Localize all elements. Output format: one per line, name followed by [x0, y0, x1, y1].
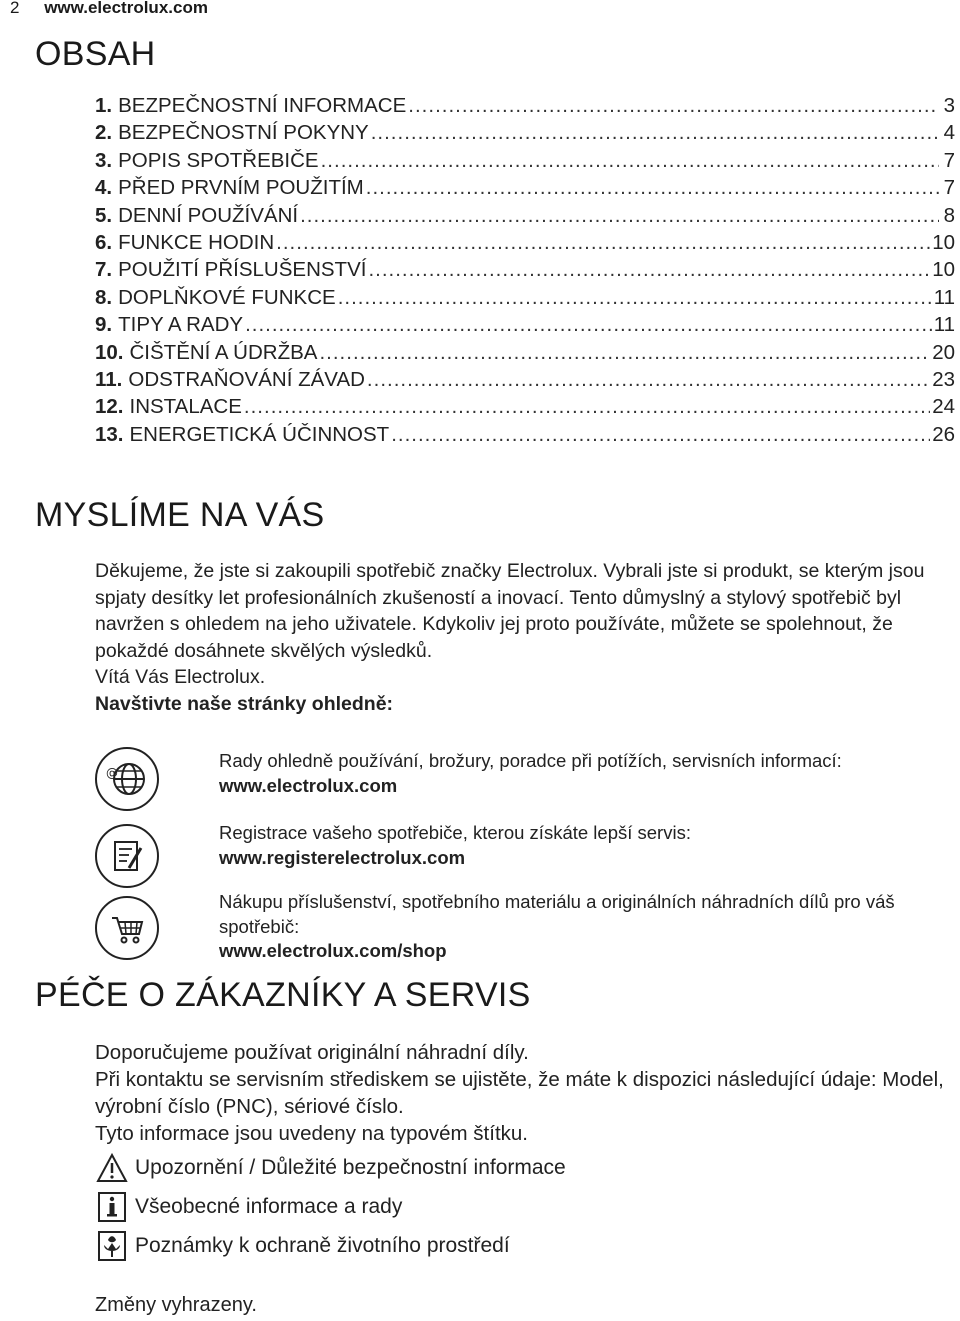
customer-care-text	[95, 1039, 955, 1147]
link-text-block	[219, 890, 960, 964]
info-icon	[95, 1192, 129, 1222]
toc-number: 8.	[95, 285, 113, 309]
toc-title: INSTALACE	[129, 395, 242, 419]
warning-triangle-icon	[95, 1153, 129, 1183]
link-url[interactable]: www.electrolux.com	[219, 774, 398, 796]
toc-leader	[276, 231, 930, 255]
toc-leader	[366, 176, 939, 200]
toc-title: FUNKCE HODIN	[118, 230, 275, 254]
toc-page: 11	[933, 285, 955, 309]
toc-item[interactable]	[95, 204, 955, 231]
toc-number: 9.	[95, 313, 113, 337]
toc-title: POPIS SPOTŘEBIČE	[118, 148, 319, 172]
toc-number: 7.	[95, 258, 113, 282]
toc-item[interactable]	[95, 368, 955, 395]
intro-text	[95, 558, 955, 717]
care-line: Doporučujeme používat originální náhradní díly.	[95, 1041, 529, 1064]
link-url[interactable]: www.registerelectrolux.com	[219, 846, 466, 868]
toc-title: TIPY A RADY	[118, 313, 244, 337]
toc-title: PŘED PRVNÍM POUŽITÍM	[118, 176, 364, 200]
toc-page: 11	[933, 313, 955, 337]
register-form-icon	[95, 824, 159, 888]
toc-number: 13.	[95, 422, 124, 446]
toc-title: ODSTRAŇOVÁNÍ ZÁVAD	[128, 367, 365, 391]
toc-item[interactable]	[95, 286, 955, 313]
toc-number: 6.	[95, 230, 113, 254]
toc-item[interactable]	[95, 395, 955, 422]
toc-page: 8	[943, 203, 955, 227]
toc-leader	[338, 286, 932, 310]
toc-page: 4	[943, 121, 955, 145]
toc-leader	[367, 368, 930, 392]
header-site-link[interactable]: www.electrolux.com	[44, 0, 208, 17]
toc-leader	[244, 395, 930, 419]
toc-page: 7	[943, 176, 955, 200]
legend-item-environment	[95, 1231, 510, 1261]
toc-item[interactable]	[95, 94, 955, 121]
toc-page: 7	[943, 148, 955, 172]
toc-number: 10.	[95, 340, 124, 364]
toc-title: DENNÍ POUŽÍVÁNÍ	[118, 203, 299, 227]
toc-leader	[371, 121, 939, 145]
visit-heading: Navštivte naše stránky ohledně:	[95, 692, 394, 715]
svg-text:@: @	[106, 766, 118, 780]
toc-item[interactable]	[95, 423, 955, 450]
link-description: Nákupu příslušenství, spotřebního materiálu a originálních náhradních dílů pro váš spotřebič:	[219, 891, 895, 937]
toc-item[interactable]	[95, 121, 955, 148]
toc-leader	[391, 423, 930, 447]
care-line: Tyto informace jsou uvedeny na typovém štítku.	[95, 1122, 528, 1145]
link-url[interactable]: www.electrolux.com/shop	[219, 940, 447, 961]
toc-leader	[408, 94, 939, 118]
toc-item[interactable]	[95, 149, 955, 176]
environment-icon	[95, 1231, 129, 1261]
toc-item[interactable]	[95, 231, 955, 258]
table-of-contents	[95, 94, 955, 450]
care-line: Při kontaktu se servisním střediskem se ujistěte, že máte k dispozici následující údaje: Model, výrobní číslo (PNC), sériové číslo.	[95, 1068, 944, 1118]
toc-page: 10	[932, 258, 955, 282]
toc-item[interactable]	[95, 313, 955, 340]
link-text-block	[219, 749, 960, 798]
toc-page: 10	[932, 230, 955, 254]
toc-number: 12.	[95, 395, 124, 419]
contents-heading: OBSAH	[35, 35, 156, 73]
link-description: Rady ohledně používání, brožury, poradce při potížích, servisních informací:	[219, 750, 842, 771]
toc-title: ENERGETICKÁ ÚČINNOST	[129, 422, 390, 446]
page-header	[10, 0, 208, 18]
toc-leader	[245, 313, 932, 337]
shopping-cart-icon	[95, 896, 159, 960]
legend-item-warning	[95, 1153, 566, 1183]
legend-text: Všeobecné informace a rady	[135, 1195, 403, 1218]
toc-title: BEZPEČNOSTNÍ INFORMACE	[118, 94, 407, 117]
globe-at-icon	[95, 747, 159, 811]
footer-note: Změny vyhrazeny.	[95, 1294, 257, 1316]
toc-title: POUŽITÍ PŘÍSLUŠENSTVÍ	[118, 258, 367, 282]
toc-item[interactable]	[95, 341, 955, 368]
toc-page: 26	[932, 422, 955, 446]
toc-leader	[321, 149, 939, 173]
toc-title: BEZPEČNOSTNÍ POKYNY	[118, 121, 369, 145]
toc-item[interactable]	[95, 258, 955, 285]
link-text-block	[219, 821, 960, 870]
legend-text: Upozornění / Důležité bezpečnostní informace	[135, 1156, 566, 1179]
toc-number: 5.	[95, 203, 113, 227]
toc-page: 23	[932, 367, 955, 391]
thinking-of-you-heading: MYSLÍME NA VÁS	[35, 496, 325, 534]
toc-page: 3	[943, 94, 955, 117]
toc-number: 3.	[95, 148, 113, 172]
legend-text: Poznámky k ochraně životního prostředí	[135, 1234, 510, 1257]
toc-number: 4.	[95, 176, 113, 200]
toc-number: 1.	[95, 94, 113, 117]
link-description: Registrace vašeho spotřebiče, kterou získáte lepší servis:	[219, 822, 691, 843]
welcome-line: Vítá Vás Electrolux.	[95, 666, 266, 688]
toc-number: 2.	[95, 121, 113, 145]
toc-leader	[319, 341, 930, 365]
toc-title: ČIŠTĚNÍ A ÚDRŽBA	[129, 340, 318, 364]
customer-care-heading: PÉČE O ZÁKAZNÍKY A SERVIS	[35, 976, 531, 1014]
toc-page: 20	[932, 340, 955, 364]
toc-page: 24	[932, 395, 955, 419]
toc-title: DOPLŇKOVÉ FUNKCE	[118, 285, 336, 309]
intro-paragraph: Děkujeme, že jste si zakoupili spotřebič značky Electrolux. Vybrali jste si produkt, se kterým jsou spjaty desítky let profesionálních zkušeností a inovací. Tento důmyslný a stylový spotřebič byl navržen s ohledem na jeho uživatele. Kdykoliv jej proto používáte, můžete se spolehnout, že pokaždé dosáhnete skvělých výsledků.	[95, 560, 925, 662]
toc-item[interactable]	[95, 176, 955, 203]
page-number: 2	[10, 0, 20, 17]
toc-number: 11.	[95, 367, 123, 391]
toc-leader	[368, 258, 930, 282]
legend-item-info	[95, 1192, 402, 1222]
toc-leader	[300, 204, 939, 228]
